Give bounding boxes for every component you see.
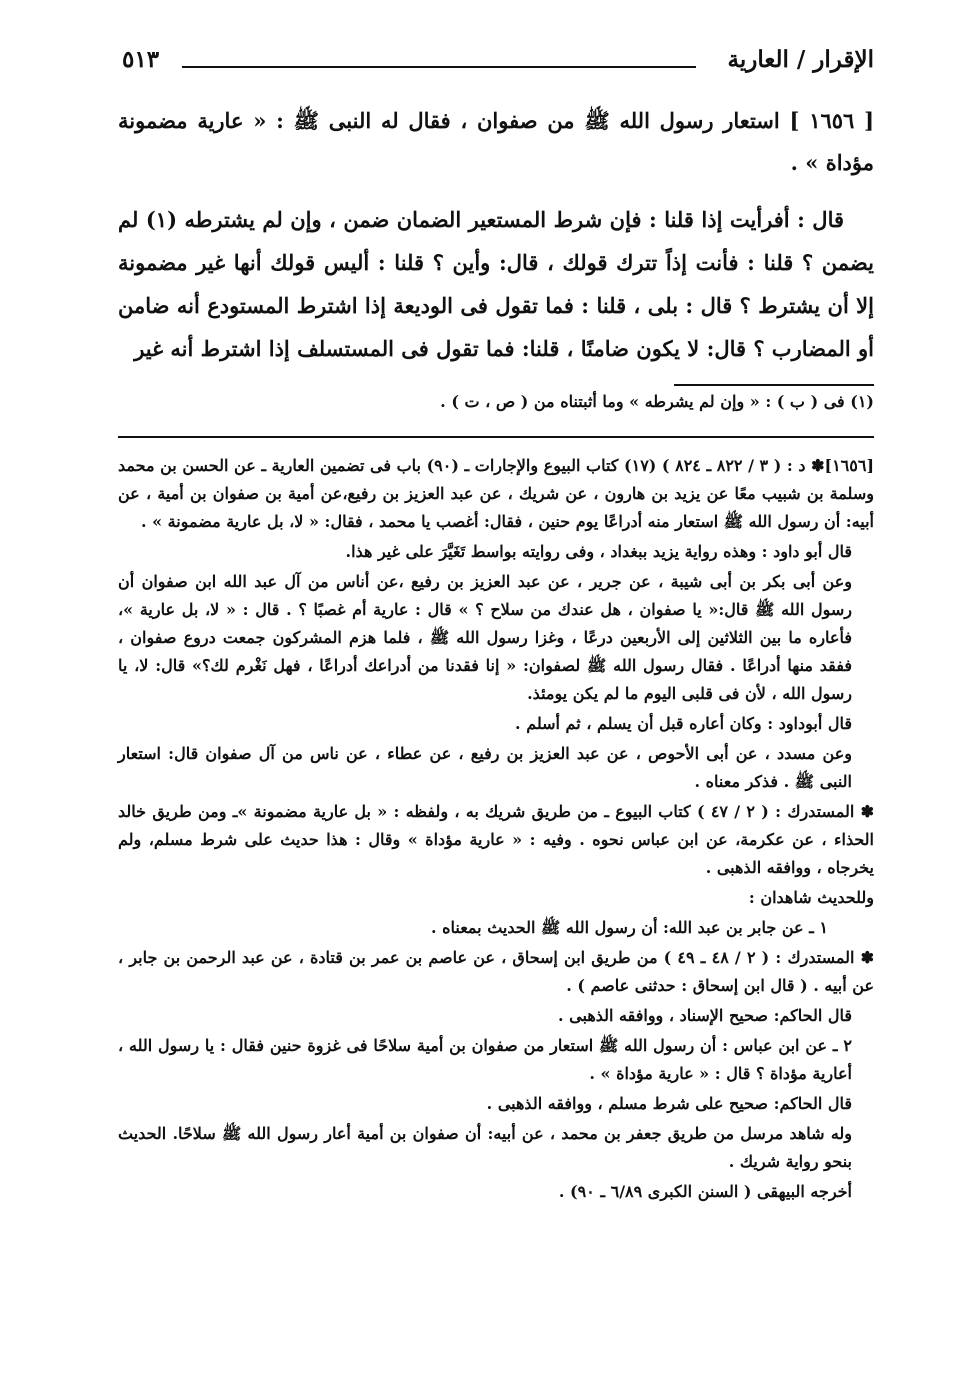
hadith-paragraph	[118, 100, 874, 184]
takhrij-paragraph: قال الحاكم: صحيح على شرط مسلم ، ووافقه الذهبى .	[486, 1094, 852, 1113]
takhrij-paragraph: وعن مسدد ، عن أبى الأحوص ، عن عبد العزيز بن رفيع ، عن عطاء ، عن ناس من آل صفوان قال: استعار النبى ﷺ . فذكر معناه .	[118, 744, 852, 791]
discussion-paragraph: قال : أفرأيت إذا قلنا : فإن شرط المستعير الضمان ضمن ، وإن لم يشترطه (١) لم يضمن ؟ قلنا : فأنت إذاً تترك قولك ، قال: وأين ؟ قلنا : أليس قولك أنها غير مضمونة إلا أن يشترط ؟ قال : بلى ، قلنا : فما تقول فى الوديعة إذا اشترط المستودع أنه ضامن أو المضارب ؟ قال: لا يكون ضامنًا ، قلنا: فما تقول فى المستسلف إذا اشترط أنه غير	[118, 207, 874, 361]
takhrij-paragraph: أخرجه البيهقى ( السنن الكبرى ٦/٨٩ ـ ٩٠) .	[558, 1182, 852, 1201]
footnote: (١) فى ( ب ) : « وإن لم يشرطه » وما أثبتناه من ( ص ، ت ) .	[440, 392, 874, 411]
page-number: ٥١٣	[122, 46, 160, 73]
header-rule	[182, 66, 696, 68]
takhrij-paragraph	[118, 452, 874, 536]
takhrij-paragraph: قال أبوداود : وكان أعاره قبل أن يسلم ، ثم أسلم .	[515, 714, 852, 733]
hadith-text: استعار رسول الله ﷺ من صفوان ، فقال له النبى ﷺ : « عارية مضمونة مؤداة » .	[118, 108, 874, 175]
hadith-number: [ ١٦٥٦ ]	[789, 108, 875, 133]
running-title: الإقرار / العارية	[727, 46, 874, 73]
takhrij-label: [١٦٥٦]✽	[811, 456, 875, 475]
takhrij-section	[118, 452, 874, 1208]
takhrij-paragraph: ١ ـ عن جابر بن عبد الله: أن رسول الله ﷺ الحديث بمعناه .	[430, 918, 828, 937]
takhrij-paragraph: ✽ المستدرك : ( ٢ / ٤٧ ) كتاب البيوع ـ من طريق شريك به ، ولفظه : « بل عارية مضمونة »ـ ومن طريق خالد الحذاء ، عن عكرمة، عن ابن عباس نحوه . وفيه : « عارية مؤداة » وقال : هذا حديث على شرط مسلم، ولم يخرجاه ، ووافقه الذهبى .	[118, 802, 874, 877]
takhrij-paragraph: قال الحاكم: صحيح الإسناد ، ووافقه الذهبى .	[558, 1006, 852, 1025]
takhrij-paragraph: قال أبو داود : وهذه رواية يزيد ببغداد ، وفى روايته بواسط تَغَيَّرَ على غير هذا.	[345, 542, 852, 561]
takhrij-paragraph: ٢ ـ عن ابن عباس : أن رسول الله ﷺ استعار من صفوان بن أمية سلاحًا فى غزوة حنين فقال : يا رسول الله ، أعارية مؤداة ؟ قال : « عارية مؤداة » .	[118, 1036, 852, 1083]
page-header	[118, 44, 874, 84]
takhrij-subheading: وللحديث شاهدان :	[748, 888, 874, 907]
main-text	[118, 100, 874, 370]
footnote-separator	[674, 384, 874, 386]
takhrij-text: د : ( ٣ / ٨٢٢ ـ ٨٢٤ ) (١٧) كتاب البيوع والإجارات ـ (٩٠) باب فى تضمين العارية ـ عن الحسن بن محمد وسلمة بن شبيب معًا عن يزيد بن هارون ، عن شريك ، عن عبد العزيز بن رفيع،عن أمية بن صفوان بن أمية ، عن أبيه: أن رسول الله ﷺ استعار منه أدراعًا يوم حنين ، فقال: أغصب يا محمد ، فقال: « لا، بل عارية مضمونة » .	[118, 456, 874, 531]
takhrij-paragraph: وعن أبى بكر بن أبى شيبة ، عن جرير ، عن عبد العزيز بن رفيع ،عن أناس من آل عبد الله ابن صفوان أن رسول الله ﷺ قال:« يا صفوان ، هل عندك من سلاح ؟ » قال : عارية أم غصبًا ؟ . قال : « لا، بل عارية »، فأعاره ما بين الثلاثين إلى الأربعين درعًا ، وغزا رسول الله ﷺ ، فلما هزم المشركون جمعت دروع صفوان ، ففقد منها أدراعًا . فقال رسول الله ﷺ لصفوان: « إنا فقدنا من أدراعك أدراعًا ، فهل نَغْرم لك؟» قال: لا، يا رسول الله ، لأن فى قلبى اليوم ما لم يكن يومئذ.	[118, 572, 852, 703]
takhrij-separator	[118, 436, 874, 438]
takhrij-paragraph: ✽ المستدرك : ( ٢ / ٤٨ ـ ٤٩ ) من طريق ابن إسحاق ، عن عاصم بن عمر بن قتادة ، عن عبد الرحمن بن جابر ، عن أبيه . ( قال ابن إسحاق : حدثنى عاصم ) .	[118, 948, 875, 995]
takhrij-paragraph: وله شاهد مرسل من طريق جعفر بن محمد ، عن أبيه: أن صفوان بن أمية أعار رسول الله ﷺ سلاحًا. الحديث بنحو رواية شريك .	[118, 1124, 852, 1171]
